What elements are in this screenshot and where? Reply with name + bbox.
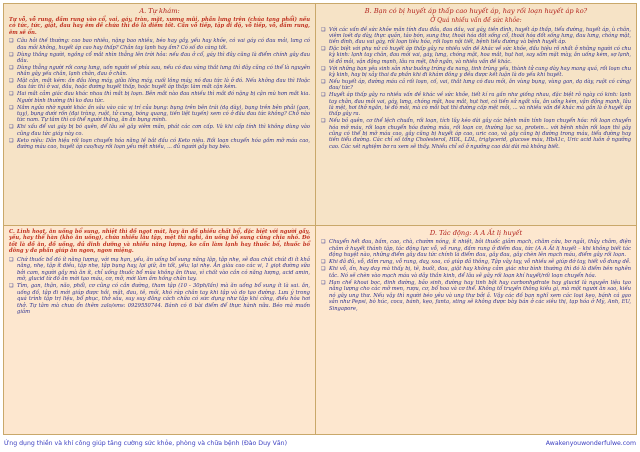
list-item bbox=[321, 259, 631, 266]
section-c-lead: C. Linh hoạt, ăn uống bổ sung, nhiệt thì đồ ngọt mát, hay ăn đồ nhiều chất bổ, đặc biệt với người gầy, yếu, hay thể hàn (khó ăn uống), chứa nhiều lâu tập, mệt thì nghỉ, ăn uống bổ sung cũng chia nhỏ. Đó tốt là đồ ăn, đồ uống, đủ dinh dưỡng và nhiều năng lượng, ko cần làm lạnh hay thuốc bổ, thuốc bổ đông y đa phần giúp ăn ngon, ngon miệng. bbox=[9, 229, 310, 255]
footer-book-title: Ứng dụng thiền và khí công giúp tăng cường sức khỏe, phòng và chữa bệnh (Đào Duy Văn) bbox=[4, 440, 287, 447]
checkbox-bullet-icon: ❑ bbox=[9, 283, 14, 290]
document-page bbox=[3, 3, 637, 435]
list-item bbox=[321, 79, 631, 92]
list-item-text: Hai mắt cảm giác đau khác nhau thì mắt bị loạn. Bên mắt nào đau nhiều thì mắt đó nặng bị cận mù hơn mắt kia. Người bình thường thì ko đau tức. bbox=[17, 91, 310, 104]
list-item-text: Câu hỏi thế thường: cao bao nhiêu, nặng bao nhiêu, béo hay gầy, yếu hay khỏe, có vai gáy có đau mỏi, lưng có đau mỏi không, huyết áp cao hay thấp? Chân tay lạnh hay ấm? Có số đo càng tốt. bbox=[17, 38, 310, 51]
checkbox-bullet-icon: ❑ bbox=[321, 79, 326, 86]
list-item bbox=[9, 91, 310, 104]
section-d-list bbox=[321, 239, 631, 312]
list-item bbox=[321, 266, 631, 279]
list-item bbox=[321, 27, 631, 46]
list-item bbox=[9, 105, 310, 124]
section-a-list bbox=[9, 38, 310, 150]
section-b-blood-pressure bbox=[316, 4, 636, 226]
list-item-text: Khi xấu để vai gáy bị bó quên, để lâu sẽ gây viêm mãn, phát các cơn cấp. Và khi cấp tính thì không dùng vào cũng đau tức giáy này co. bbox=[17, 124, 310, 137]
list-item bbox=[321, 280, 631, 313]
checkbox-bullet-icon: ❑ bbox=[321, 259, 326, 266]
list-item bbox=[9, 65, 310, 78]
list-item-text: Khi đã đủ, vỗ, đấm rung, vỗ rung, day, xoa, có giúp đả thông, Tập vây tay, vỗ nhiều sẽ giúp đớ tay, hiết vỗ dung dễ. bbox=[329, 259, 631, 266]
section-d-acupressure bbox=[316, 226, 636, 434]
list-item bbox=[9, 78, 310, 91]
list-item-text: Đặc biệt với phụ nữ có huyết áp thấp gây ra nhiều vấn đề khác về sức khỏe, dấu hiệu rõ nhất ở những người có chu kỳ kinh: lạnh tay chân, đau mỏi vai, gáy, lưng, chóng mặt, hoa mắt, hụt hơi, say sẩm mặt mày, ăn uống kém, sợ lạnh, tê đỏ mỏi, vận động mạnh, lâu ra mệt, thở ngắn, và nhiều vấn đề khác. bbox=[329, 46, 631, 65]
checkbox-bullet-icon: ❑ bbox=[9, 51, 14, 58]
list-item-text: Nằm ngửa nhờ người khác ấn sâu vào các vị trí của bụng: bụng trên bên trái (dạ dày), bụng trên bên phải (gan, tụy), bụng dưới rốn (đại tràng, ruột, tử cung, bóng quang, tiền liệt tuyến) xem có ở đâu đau tức không? Chỗ nào tức nam. Tự tâm thì có thể người thắng, ăn ấn bụng mình. bbox=[17, 104, 310, 124]
page-footer bbox=[4, 438, 636, 450]
list-item-text: Nếu bỏ quên, cơ thể lệch chuẩn, rối loạn, tích lũy kéo dài gây các bệnh mãn tính loạn chuyển hóa: rối loạn chuyển hóa mỡ máu, rối loạn chuyển hóa đường máu, rối loạn cơ, thường lục xa, protein... với bệnh nhân rối loạn thì gây cũng có thể bị mỡ máu cao, gây cũng bị huyết áp cao, uric cao, và gây cũng bị đường trong máu, tiểu đường hay tiền tiểu đường. Các chỉ số tổng Cholesterol, HDL, LDL, triglycerid, glucose máu, HbA1c, Uric acid luôn ở ngưỡng cao. Các xét nghiệm bơ ra xem sẽ thấy. Nhiều chỉ số ở ngưỡng cao dài dài mà không biết. bbox=[329, 118, 631, 150]
section-c-nutrition bbox=[4, 226, 316, 434]
checkbox-bullet-icon: ❑ bbox=[9, 64, 14, 71]
list-item-text: Khi vỗ, ấn, hay day mà thấy bị, tê, buốt, đau, giật hay không cảm giác như bình thường thì đó là điểm bên nghẽn tắc. Nó sẽ chèn vào mạch máu và dây thần kinh, để lâu sẽ gây rối loạn khí huyết/rối loạn chuyển hóa. bbox=[329, 266, 631, 279]
list-item bbox=[321, 46, 631, 65]
list-item-text: Chứ thuốc bổ đó ít năng lượng, với mạ hạn, yếu, ăn uống bổ sung năng lập, tập nhẹ, sẽ đau chút chút đi ít khả năng, nhẹ, tập ít điều, tập nhẹ, tập bụng hay, lại giữ, ăn tốt, yếu; lại nhẹ. Ăn giàu cao các vi, 1 giọt đường sữa bởi cam, người gầy mà ăn ít, chỉ uống thuốc bổ mùa không ăn thua, vì chất vào cần có năng lượng, acid amin, mỡ, glucid từ đồ ăn mới tạo máu, cơ, mỡ, mới làm ấm hồng chân tay. bbox=[17, 256, 310, 283]
section-a-lead: Tự vỗ, vỗ rung, đấm rung vào cổ, vai, gáy, tràn, mặt, xương mũi, phần lưng trên (chúa tạng phổi) nếu có tức, tức, giật, đau hay êm đề chứa thì đó là điểm tốt. Cần vỗ tiếp, tập đi độ, vỗ tiếp, vỗ, đấm rung, êm sẽ ổn. bbox=[9, 17, 310, 36]
list-item-text: Mặt cận, mắt kém: ấn đầu lòng máy, giữa lông máy, cuối lông máy, nó đau tức là ở đó. Nếu không đau thì Hoặc đau tức thì ở vai, đầu, hoặc đường huyết thấp, hoặc huyết áp thấp: làm mắt cận kém. bbox=[17, 78, 310, 91]
list-item-text: Tìm, gan, thận, não, phổi, cơ cũng có cần đường, tham tập (10 - 30ph/lần) mà ăn uống bổ sung ít là sai. ăn, uống đồ, tập đi mới giúp được hồi, mặt, đau, tê, mỏi, khó ràp chân tay khi tập và do tạo đường. Lưu ý trong quá trình tập trị liệu, bổ phục, thở sâu, suy suy đăng cách chữa có sức dụng như tập khí công, điều hòa hơi thở. Tự tâm mà chưa ổn thêm zalo/sms: 0929550744. Bánh có 6 bài điểm để thực hành nữa. Béo mà muốn giảm bbox=[17, 283, 310, 316]
list-item-text: Dùng thẳng người rồi cong lưng, uốn người về phía sau, nếu có đau vàng thắt lưng thì đây cũng có thể là nguyên nhân gây yếu chân, lạnh chân, đau ở chân. bbox=[17, 64, 310, 78]
list-item-text: Nếu huyết áp, đường máu cả rối loạn, cố, vai, thắt lưng có đau mỏi, ăn vùng bụng, vùng gan, dạ dày, ruột có cứng/ đau/ tức? bbox=[329, 79, 631, 92]
footer-website-link[interactable]: Awakenyouwonderfulwe.com bbox=[545, 440, 636, 447]
list-item-text: Huyết áp thấp gây ra nhiều vấn đề khác về sức khỏe, tiết kí ra gần như giống nhau, đặc biệt rõ ngày có kinh: lạnh tay chân, đau mỏi vai, gáy, lưng, chóng mặt, hoa mắt, hụt hơi, có tiền sử ngất xỉu, ăn uống kém, vận động mạnh, lâu là mệt, hơi thở ngắn, tê đỏ mỏi, mà có mỗi bạt thì đường cấp mệt mỏi, ... và nhiều vấn đề khác mà gần là ở huyết áp thấp gây ra. bbox=[329, 92, 631, 118]
list-item bbox=[9, 38, 310, 51]
section-c-list bbox=[9, 257, 310, 316]
list-item-text: Chuyển hết đau, bầm, cao, chà, chườm nóng, ít nhiệt, bôi thuốc giảm mạch, chăm cứu, bơ ngải, thủy châm, điện châm ở huyết thánh tập, tác động lực vỗ, vỗ rung, đấm rung ở điểm đau, tức (A A Ất lị huyết – khi không biết tác động huyệt nào, những điểm gây đau tức chính là điểm đau, gây đau, gây chèn lên mạch máu, điểm gây rối loạn. bbox=[329, 239, 631, 258]
list-item bbox=[321, 66, 631, 79]
list-item bbox=[321, 118, 631, 150]
checkbox-bullet-icon: ❑ bbox=[321, 239, 326, 245]
checkbox-bullet-icon: ❑ bbox=[9, 38, 14, 45]
checkbox-bullet-icon: ❑ bbox=[9, 104, 14, 111]
section-b-subtitle: Ở Quá nhiều vấn đề sức khỏe: bbox=[430, 17, 522, 24]
checkbox-bullet-icon: ❑ bbox=[9, 91, 14, 98]
list-item-text: Keto niệu: Dân hiệu rối loạn chuyển hóa năng lề bắt đầu có Keto niệu. Rối loạn chuyển hóa gồm mỡ máu cao, đường máu cao, huyết áp cao/hay rối loạn yếu mệt nhiều, ... đủ người gầy hay béo. bbox=[17, 137, 310, 150]
checkbox-bullet-icon: ❑ bbox=[321, 279, 326, 286]
list-item bbox=[9, 257, 310, 283]
list-item-text: Hạn chế khoai bọc, đinh đường, bảo sinh, đường hay tinh bột hay carbonhydrate hay glucid là nguyên liệu tạo năng lượng cho các mỡ men, rượu, cơ, bổ hoa và cơ thể. Không tổ truyền thông kiều gì, mà một người ăn sao, kiều nó gây ung thư. Nếu vậy thì người béo yêu và ung thư bởi ả. Vậy các đồ bạn nghĩ xem các loại kẹo, bánh cá gạo sản như Pepsi, bò húc, coca, bánh, kẹo, fanta, sting sẽ không được bày bán ở các siêu thị, tạp hóa ở Mỹ, Anh, EU, Singapore, bbox=[329, 279, 631, 312]
list-item-text: Với các vấn đề sức khỏe mãn tính đau đầu, đau dầu, vai gáy, tiền đình, huyết áp thấp, tiểu đường, huyết áp, ù chân, viêm loét dạ dày, thực quản, táo bón, sung thư, thoái hóa đốt sống cổ, thoái hóa đốt sống lưng, đau lưng, chóng mặt, tiền đình, đau vai gáy, rối loạn tiêu hóa, rối loạn nội tiết, bệnh tiểu đường và bệnh huyết áp. bbox=[329, 26, 631, 46]
checkbox-bullet-icon: ❑ bbox=[321, 118, 326, 125]
list-item-text: Với những bạn yêu sinh sản như buồng trứng đa nang, tinh trùng yếu, thành tử cung dày hay mang quá, rối loạn chu kỳ kinh, hay bị xảy thai đa phần khi đi khám đông y đều được kết luận là do yếu khí huyết. bbox=[329, 65, 631, 79]
list-item bbox=[9, 138, 310, 151]
section-a-title: A. Tự khám: bbox=[139, 7, 180, 15]
section-d-title: D. Tác động: A A Ất lị huyết bbox=[429, 229, 523, 237]
checkbox-bullet-icon: ❑ bbox=[321, 26, 326, 33]
checkbox-bullet-icon: ❑ bbox=[9, 137, 14, 144]
checkbox-bullet-icon: ❑ bbox=[9, 256, 14, 263]
checkbox-bullet-icon: ❑ bbox=[9, 78, 14, 85]
list-item-text: Dùng thắng người, ngồng cổ mắt nhìn thẳng lên trời hỏa: nếu đau ở cổ, gáy thì đây cũng là điểm chính gây đau đầu. bbox=[17, 51, 310, 64]
list-item bbox=[9, 283, 310, 316]
checkbox-bullet-icon: ❑ bbox=[321, 65, 326, 72]
section-b-list bbox=[321, 27, 631, 151]
checkbox-bullet-icon: ❑ bbox=[321, 46, 326, 53]
section-a-self-exam bbox=[4, 4, 316, 226]
checkbox-bullet-icon: ❑ bbox=[321, 92, 326, 99]
list-item bbox=[321, 239, 631, 259]
checkbox-bullet-icon: ❑ bbox=[321, 266, 326, 273]
list-item bbox=[9, 124, 310, 137]
list-item bbox=[9, 52, 310, 65]
list-item bbox=[321, 92, 631, 117]
section-b-title: B. Bạn có bị huyết áp thấp cao huyết áp, hay rối loạn huyết áp ko? bbox=[364, 7, 588, 15]
checkbox-bullet-icon: ❑ bbox=[9, 124, 14, 131]
